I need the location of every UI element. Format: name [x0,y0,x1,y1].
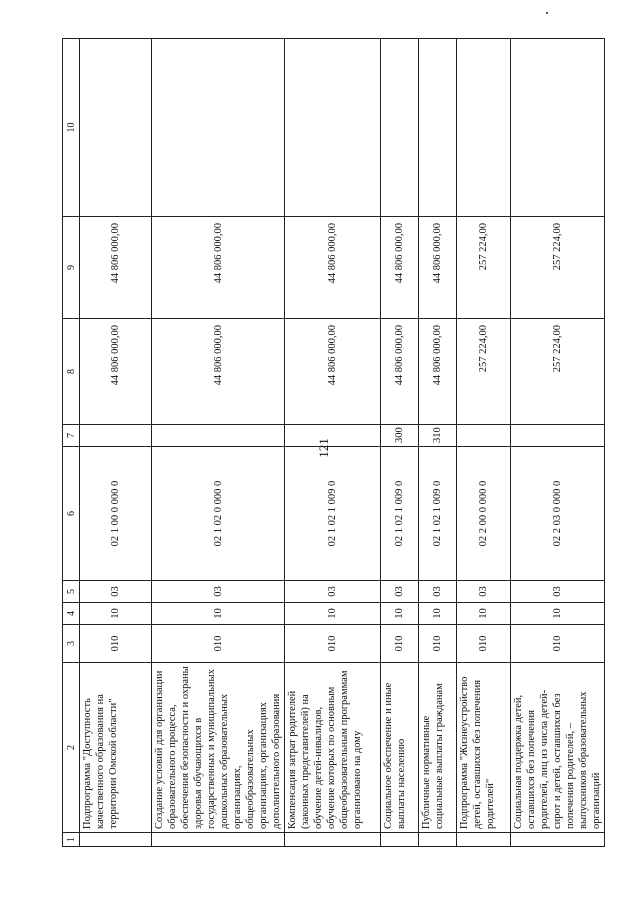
subsection-cell: 03 [457,581,511,603]
section-cell: 10 [419,603,457,625]
amount-col8-cell: 44 806 000,00 [381,319,419,425]
header-cell: 6 [63,447,80,581]
amount-col8-cell: 44 806 000,00 [152,319,285,425]
header-cell: 4 [63,603,80,625]
section-cell: 10 [152,603,285,625]
row-index-cell [511,833,605,847]
table-row [80,39,152,847]
amount-col10-cell [419,39,457,217]
section-cell: 10 [457,603,511,625]
header-cell: 10 [63,39,80,217]
expense-type-cell: 300 [381,425,419,447]
admin-code-cell: 010 [457,625,511,663]
row-name-cell: Социальное обеспечение и иные выплаты населению [381,663,419,833]
target-article-cell: 02 1 00 0 000 0 [80,447,152,581]
table-body [80,39,605,847]
amount-col8-cell: 257 224,00 [457,319,511,425]
expense-type-cell [285,425,381,447]
row-name-cell: Социальная поддержка детей, оставшихся без попечения родителей, лиц из числа детей-сирот и детей, оставшихся без попечения родителей, – выпускников образовательных организаций [511,663,605,833]
expense-type-cell [457,425,511,447]
expense-type-cell [80,425,152,447]
header-cell: 2 [63,663,80,833]
subsection-cell: 03 [285,581,381,603]
target-article-cell: 02 1 02 1 009 0 [285,447,381,581]
amount-col8-cell: 257 224,00 [511,319,605,425]
table-row [457,39,511,847]
header-cell: 8 [63,319,80,425]
amount-col9-cell: 44 806 000,00 [152,217,285,319]
amount-col8-cell: 44 806 000,00 [419,319,457,425]
amount-col10-cell [80,39,152,217]
target-article-cell: 02 2 03 0 000 0 [511,447,605,581]
amount-col9-cell: 44 806 000,00 [80,217,152,319]
row-index-cell [457,833,511,847]
row-name-cell: Публичные нормативные социальные выплаты гражданам [419,663,457,833]
admin-code-cell: 010 [419,625,457,663]
amount-col8-cell: 44 806 000,00 [80,319,152,425]
section-cell: 10 [285,603,381,625]
amount-col10-cell [457,39,511,217]
header-cell: 5 [63,581,80,603]
amount-col8-cell: 44 806 000,00 [285,319,381,425]
table-row [381,39,419,847]
expense-type-cell [152,425,285,447]
table-row [419,39,457,847]
subsection-cell: 03 [152,581,285,603]
row-index-cell [381,833,419,847]
admin-code-cell: 010 [80,625,152,663]
admin-code-cell: 010 [381,625,419,663]
row-index-cell [285,833,381,847]
header-cell: 7 [63,425,80,447]
table-header-row [63,39,80,847]
amount-col10-cell [381,39,419,217]
section-cell: 10 [381,603,419,625]
amount-col9-cell: 257 224,00 [457,217,511,319]
row-name-cell: Подпрограмма "Жизнеустройство детей, оставшихся без попечения родителей" [457,663,511,833]
row-index-cell [80,833,152,847]
row-name-cell: Компенсация затрат родителей (законных представителей) на обучение детей-инвалидов, обучение которых по основным общеобразовательным программам организовано на дому [285,663,381,833]
amount-col9-cell: 44 806 000,00 [381,217,419,319]
page-number: 121 [315,438,331,458]
subsection-cell: 03 [419,581,457,603]
row-name-cell: Создание условий для организации образовательного процесса, обеспечения безопасности и охраны здоровья обучающихся в государственных и муниципальных дошкольных образовательных организациях, общеобразовательных организациях, организациях дополнительного образования [152,663,285,833]
header-cell: 1 [63,833,80,847]
target-article-cell: 02 1 02 1 009 0 [381,447,419,581]
target-article-cell: 02 1 02 0 000 0 [152,447,285,581]
subsection-cell: 03 [511,581,605,603]
amount-col9-cell: 44 806 000,00 [285,217,381,319]
amount-col10-cell [152,39,285,217]
table-row [511,39,605,847]
row-index-cell [152,833,285,847]
section-cell: 10 [511,603,605,625]
table-row [285,39,381,847]
target-article-cell: 02 2 00 0 000 0 [457,447,511,581]
admin-code-cell: 010 [511,625,605,663]
header-cell: 9 [63,217,80,319]
row-name-cell: Подпрограмма "Доступность качественного образования на территории Омской области" [80,663,152,833]
subsection-cell: 03 [80,581,152,603]
expense-type-cell: 310 [419,425,457,447]
amount-col10-cell [511,39,605,217]
budget-table [62,38,605,847]
amount-col9-cell: 257 224,00 [511,217,605,319]
amount-col10-cell [285,39,381,217]
admin-code-cell: 010 [285,625,381,663]
table-row [152,39,285,847]
amount-col9-cell: 44 806 000,00 [419,217,457,319]
admin-code-cell: 010 [152,625,285,663]
header-cell: 3 [63,625,80,663]
rotated-table-container [62,39,602,847]
expense-type-cell [511,425,605,447]
scan-speck [546,12,548,14]
section-cell: 10 [80,603,152,625]
subsection-cell: 03 [381,581,419,603]
target-article-cell: 02 1 02 1 009 0 [419,447,457,581]
row-index-cell [419,833,457,847]
